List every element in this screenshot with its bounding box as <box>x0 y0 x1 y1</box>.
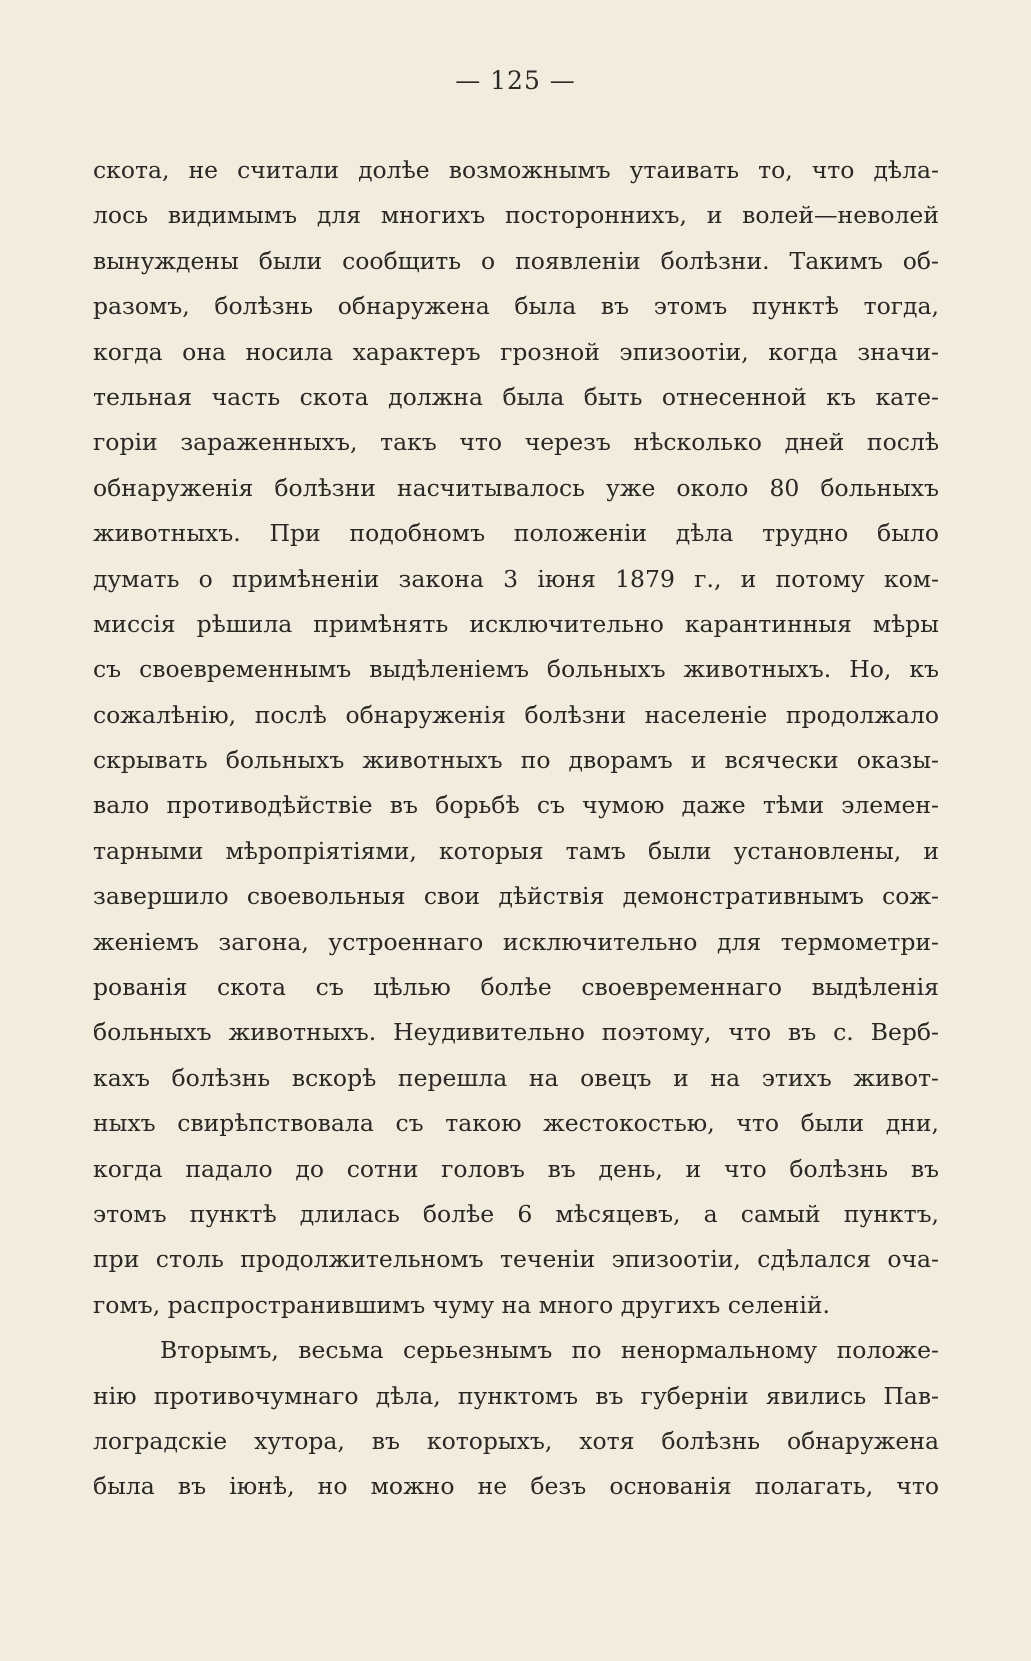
page-number: — 125 — <box>455 66 576 95</box>
paragraph-end-line: гомъ, распространившимъ чуму на много другихъ селеній. <box>93 1290 830 1319</box>
text-line: тельная часть скота должна была быть отнесенной къ кате- <box>93 382 939 411</box>
text-line: рованія скота съ цѣлью болѣе своевременнаго выдѣленія <box>93 973 939 1002</box>
text-line: больныхъ животныхъ. Неудивительно поэтому, что въ с. Верб- <box>93 1018 939 1047</box>
text-line: разомъ, болѣзнь обнаружена была въ этомъ пунктѣ тогда, <box>93 292 939 321</box>
body-text <box>93 148 939 1510</box>
text-line: нію противочумнаго дѣла, пунктомъ въ губерніи явились Пав- <box>93 1381 939 1410</box>
text-line: тарными мѣропріятіями, которыя тамъ были установлены, и <box>93 836 939 865</box>
paragraph-start-line: Вторымъ, весьма серьезнымъ по ненормальному положе- <box>160 1336 939 1365</box>
text-line: скота, не считали долѣе возможнымъ утаивать то, что дѣла- <box>93 156 939 184</box>
text-line: кахъ болѣзнь вскорѣ перешла на овецъ и на этихъ живот- <box>93 1063 939 1092</box>
text-line: обнаруженія болѣзни насчитывалось уже около 80 больныхъ <box>93 473 939 502</box>
text-line: когда падало до сотни головъ въ день, и что болѣзнь въ <box>93 1154 939 1183</box>
text-line: этомъ пунктѣ длилась болѣе 6 мѣсяцевъ, а самый пунктъ, <box>93 1199 939 1228</box>
text-line: горіи зараженныхъ, такъ что черезъ нѣсколько дней послѣ <box>93 428 939 457</box>
text-line: вало противодѣйствіе въ борьбѣ съ чумою даже тѣми элемен- <box>93 791 939 820</box>
text-line: при столь продолжительномъ теченіи эпизоотіи, сдѣлался оча- <box>93 1245 939 1274</box>
text-line: была въ іюнѣ, но можно не безъ основанія полагать, что <box>93 1472 939 1501</box>
text-line: сожалѣнію, послѣ обнаруженія болѣзни населеніе продолжало <box>93 700 939 729</box>
text-line: завершило своевольныя свои дѣйствія демонстративнымъ сож- <box>93 882 939 911</box>
text-line: ныхъ свирѣпствовала съ такою жестокостью, что были дни, <box>93 1109 939 1138</box>
text-line: думать о примѣненіи закона 3 іюня 1879 г., и потому ком- <box>93 564 939 593</box>
text-line: женіемъ загона, устроеннаго исключительно для термометри- <box>93 927 939 956</box>
text-line: скрывать больныхъ животныхъ по дворамъ и всячески оказы- <box>93 746 939 775</box>
text-line: миссія рѣшила примѣнять исключительно карантинныя мѣры <box>93 609 939 638</box>
text-line: когда она носила характеръ грозной эпизоотіи, когда значи- <box>93 337 939 366</box>
text-line: вынуждены были сообщить о появленіи болѣзни. Такимъ об- <box>93 246 939 275</box>
text-line: лось видимымъ для многихъ постороннихъ, и волей—неволей <box>93 201 939 230</box>
text-line: лоградскіе хутора, въ которыхъ, хотя болѣзнь обнаружена <box>93 1426 939 1455</box>
text-line: животныхъ. При подобномъ положеніи дѣла трудно было <box>93 519 939 548</box>
text-line: съ своевременнымъ выдѣленіемъ больныхъ животныхъ. Но, къ <box>93 655 939 684</box>
